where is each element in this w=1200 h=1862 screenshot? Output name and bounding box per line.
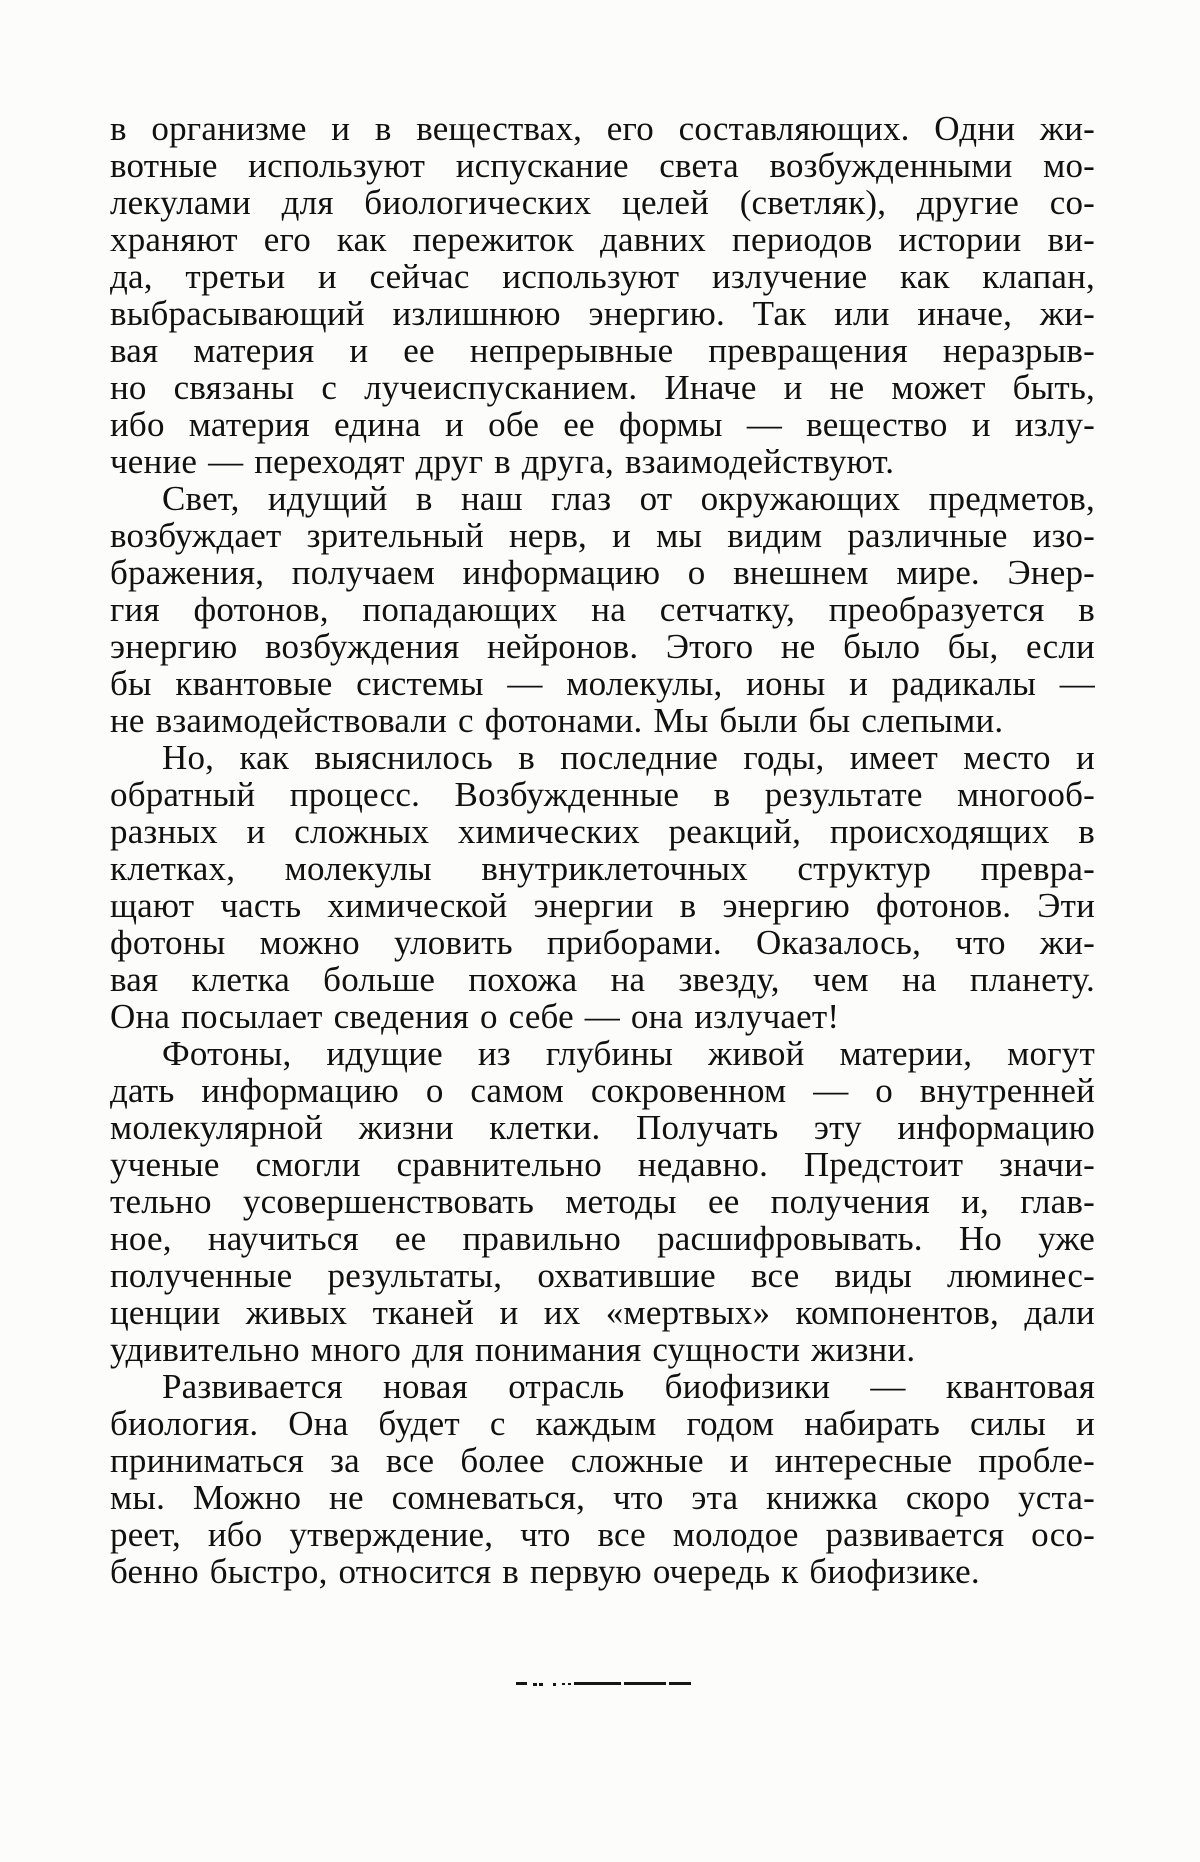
text-line: Она посылает сведения о себе — она излучает!: [110, 997, 840, 1036]
text-line: мы. Можно не сомневаться, что эта книжка скоро уста-: [110, 1478, 1095, 1517]
text-line: фотоны можно уловить приборами. Оказалось, что жи-: [110, 923, 1095, 962]
text-line: удивительно много для понимания сущности жизни.: [110, 1330, 916, 1369]
text-line: вая клетка больше похожа на звезду, чем на планету.: [110, 960, 1095, 999]
text-line: дать информацию о самом сокровенном — о внутренней: [110, 1071, 1095, 1110]
text-line: ценции живых тканей и их «мертвых» компонентов, дали: [110, 1293, 1095, 1332]
text-line: разных и сложных химических реакций, происходящих в: [110, 812, 1095, 851]
text-line: клетках, молекулы внутриклеточных структур превра-: [110, 849, 1095, 888]
text-line: ибо материя едина и обе ее формы — вещество и излу-: [110, 405, 1095, 444]
text-line: выбрасывающий излишнюю энергию. Так или иначе, жи-: [110, 294, 1095, 333]
dashed-divider-mark: [516, 1681, 692, 1687]
text-line: Фотоны, идущие из глубины живой материи, могут: [162, 1034, 1095, 1073]
text-line: биология. Она будет с каждым годом набирать силы и: [110, 1404, 1095, 1443]
text-line: гия фотонов, попадающих на сетчатку, преобразуется в: [110, 590, 1095, 629]
text-line: бражения, получаем информацию о внешнем мире. Энер-: [110, 553, 1095, 592]
text-line: чение — переходят друг в друга, взаимодействуют.: [110, 442, 895, 481]
text-line: приниматься за все более сложные и интересные пробле-: [110, 1441, 1095, 1480]
text-line: молекулярной жизни клетки. Получать эту информацию: [110, 1108, 1095, 1147]
text-line: Но, как выяснилось в последние годы, имеет место и: [162, 738, 1095, 777]
text-line: бенно быстро, относится в первую очередь к биофизике.: [110, 1552, 980, 1591]
text-line: ное, научиться ее правильно расшифровывать. Но уже: [110, 1219, 1095, 1258]
text-line: храняют его как пережиток давних периодов истории ви-: [110, 220, 1095, 259]
text-line: вотные используют испускание света возбужденными мо-: [110, 146, 1095, 185]
text-line: Развивается новая отрасль биофизики — квантовая: [162, 1367, 1095, 1406]
text-line: лекулами для биологических целей (светляк), другие со-: [110, 183, 1095, 222]
text-line: щают часть химической энергии в энергию фотонов. Эти: [110, 886, 1095, 925]
text-line: ученые смогли сравнительно недавно. Предстоит значи-: [110, 1145, 1095, 1184]
text-line: в организме и в веществах, его составляющих. Одни жи-: [110, 109, 1095, 148]
page-text-block: [110, 110, 1095, 1590]
text-line: тельно усовершенствовать методы ее получения и, глав-: [110, 1182, 1095, 1221]
text-line: возбуждает зрительный нерв, и мы видим различные изо-: [110, 516, 1095, 555]
text-line: Свет, идущий в наш глаз от окружающих предметов,: [162, 479, 1095, 518]
text-line: энергию возбуждения нейронов. Этого не было бы, если: [110, 627, 1095, 666]
text-line: но связаны с лучеиспусканием. Иначе и не может быть,: [110, 368, 1095, 407]
text-line: обратный процесс. Возбужденные в результате многооб-: [110, 775, 1095, 814]
text-line: да, третьи и сейчас используют излучение как клапан,: [110, 257, 1095, 296]
text-line: не взаимодействовали с фотонами. Мы были бы слепыми.: [110, 701, 1004, 740]
text-line: полученные результаты, охватившие все виды люминес-: [110, 1256, 1095, 1295]
text-line: вая материя и ее непрерывные превращения неразрыв-: [110, 331, 1095, 370]
text-line: бы квантовые системы — молекулы, ионы и радикалы —: [110, 664, 1095, 703]
text-line: реет, ибо утверждение, что все молодое развивается осо-: [110, 1515, 1095, 1554]
